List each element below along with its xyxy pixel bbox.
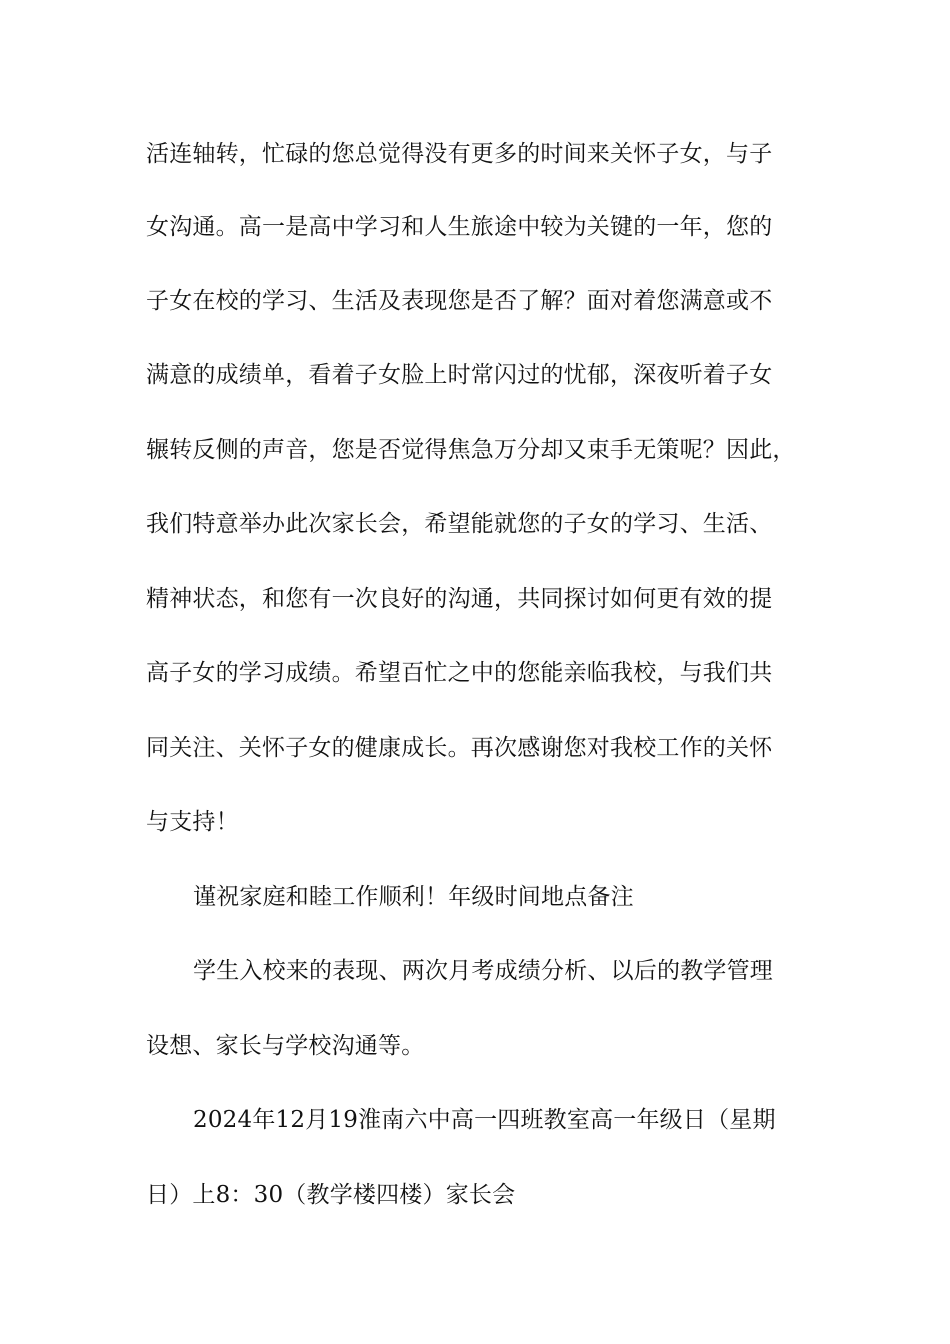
body-line-5: 辗转反侧的声音，您是否觉得焦急万分却又束手无策呢？因此， bbox=[146, 437, 796, 463]
body-line-4: 满意的成绩单，看着子女脸上时常闪过的忧郁，深夜听着子女 bbox=[146, 362, 773, 388]
body-line-10: 与支持！ bbox=[146, 809, 239, 835]
body-line-3: 子女在校的学习、生活及表现您是否了解？面对着您满意或不 bbox=[146, 288, 773, 314]
agenda-line-1: 学生入校来的表现、两次月考成绩分析、以后的教学管理 bbox=[193, 958, 773, 984]
schedule-line-2: 日）上8：30（教学楼四楼）家长会 bbox=[146, 1182, 516, 1208]
body-line-2: 女沟通。高一是高中学习和人生旅途中较为关键的一年，您的 bbox=[146, 214, 773, 240]
body-line-8: 高子女的学习成绩。希望百忙之中的您能亲临我校，与我们共 bbox=[146, 660, 773, 686]
body-line-1: 活连轴转，忙碌的您总觉得没有更多的时间来关怀子女，与子 bbox=[146, 141, 773, 167]
agenda-line-2: 设想、家长与学校沟通等。 bbox=[146, 1033, 425, 1059]
schedule-line-1: 2024年12月19淮南六中高一四班教室高一年级日（星期 bbox=[193, 1107, 776, 1133]
body-line-7: 精神状态，和您有一次良好的沟通，共同探讨如何更有效的提 bbox=[146, 586, 773, 612]
body-line-6: 我们特意举办此次家长会，希望能就您的子女的学习、生活、 bbox=[146, 511, 773, 537]
body-line-9: 同关注、关怀子女的健康成长。再次感谢您对我校工作的关怀 bbox=[146, 735, 773, 761]
greeting-line: 谨祝家庭和睦工作顺利！年级时间地点备注 bbox=[193, 884, 634, 910]
